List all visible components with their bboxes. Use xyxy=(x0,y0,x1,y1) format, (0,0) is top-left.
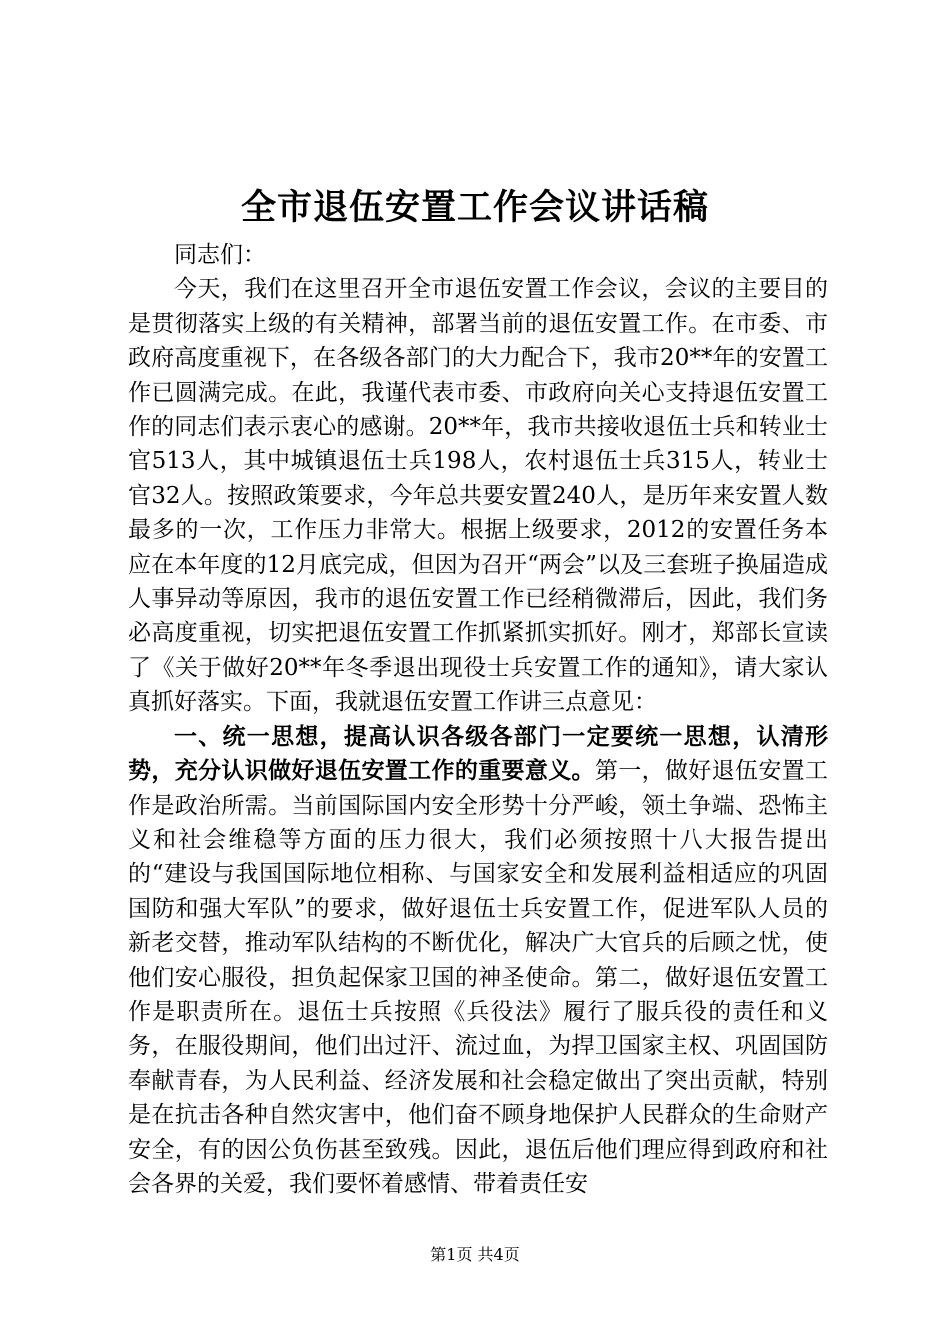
section-1-heading: 一、统一思想，提高认识各级各部门一定要统一思想，认清形势，充分认识做好退伍安置工作的重要意义。 xyxy=(128,722,828,785)
page-footer: 第1页 共4页 xyxy=(430,1245,520,1264)
paragraph-intro: 今天，我们在这里召开全市退伍安置工作会议，会议的主要目的是贯彻落实上级的有关精神，部署当前的退伍安置工作。在市委、市政府高度重视下，在各级各部门的大力配合下，我市20**年的安置工作已圆满完成。在此，我谨代表市委、市政府向关心支持退伍安置工作的同志们表示衷心的感谢。20**年，我市共接收退伍士兵和转业士官513人，其中城镇退伍士兵198人，农村退伍士兵315人，转业士官32人。按照政策要求，今年总共要安置240人，是历年来安置人数最多的一次，工作压力非常大。根据上级要求，2012的安置任务本应在本年度的12月底完成，但因为召开“两会”以及三套班子换届造成人事异动等原因，我市的退伍安置工作已经稍微滞后，因此，我们务必高度重视，切实把退伍安置工作抓紧抓实抓好。刚才，郑部长宣读了《关于做好20**年冬季退出现役士兵安置工作的通知》，请大家认真抓好落实。下面，我就退伍安置工作讲三点意见： xyxy=(128,276,828,716)
paragraph-section-1 xyxy=(128,720,828,1202)
document-body xyxy=(128,238,828,1201)
section-1-text: 第一，做好退伍安置工作是政治所需。当前国际国内安全形势十分严峻，领土争端、恐怖主义和社会维稳等方面的压力很大，我们必须按照十八大报告提出的“建设与我国国际地位相称、与国家安全和发展利益相适应的巩固国防和强大军队”的要求，做好退伍士兵安置工作，促进军队人员的新老交替，推动军队结构的不断优化，解决广大官兵的后顾之忧，使他们安心服役，担负起保家卫国的神圣使命。第二，做好退伍安置工作是职责所在。退伍士兵按照《兵役法》履行了服兵役的责任和义务，在服役期间，他们出过汗、流过血，为捍卫国家主权、巩固国防奉献青春，为人民利益、经济发展和社会稳定做出了突出贡献，特别是在抗击各种自然灾害中，他们奋不顾身地保护人民群众的生命财产安全，有的因公负伤甚至致残。因此，退伍后他们理应得到政府和社会各界的关爱，我们要怀着感情、带着责任安 xyxy=(128,758,829,1197)
salutation: 同志们： xyxy=(174,242,266,268)
document-title: 全市退伍安置工作会议讲话稿 xyxy=(240,187,709,228)
